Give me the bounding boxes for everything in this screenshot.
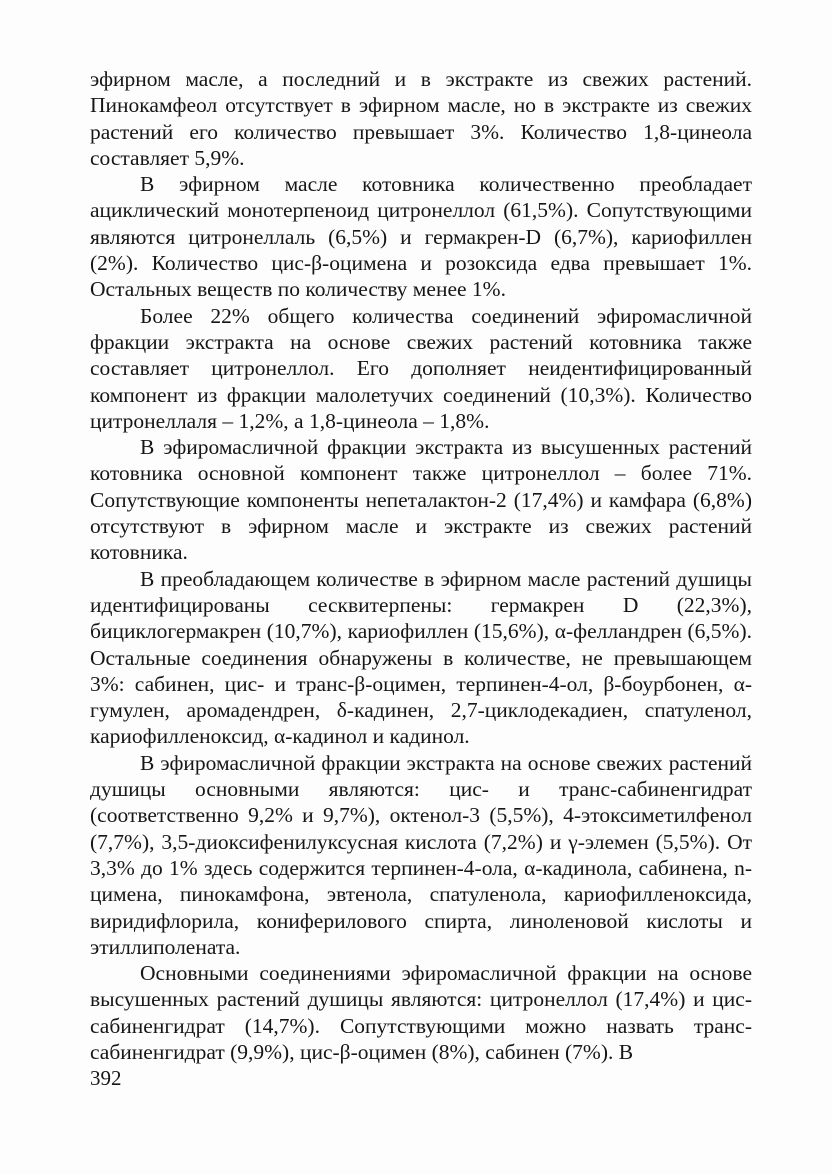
paragraph-1: эфирном масле, а последний и в экстракте из свежих растений. Пинокамфеол отсутствует в эфирном масле, но в экстракте из свежих растений его количество превышает 3%. Количество 1,8-цинеола составляет 5,9%. [90,67,752,170]
paragraph-7: Основными соединениями эфиромасличной фракции на основе высушенных растений душицы являются: цитронеллол (17,4%) и цис-сабиненгидрат (14,7%). Сопутствующими можно назвать транс-сабиненгидрат (9,9%), цис-β-оцимен (8%), сабинен (7%). В [90,961,752,1064]
paragraph-4: В эфиромасличной фракции экстракта из высушенных растений котовника основной компонент также цитронеллол – более 71%. Сопутствующие компоненты непеталактон-2 (17,4%) и камфара (6,8%) отсутствуют в эфирном масле и экстракте из свежих растений котовника. [90,435,752,565]
body-text [90,66,752,1065]
paragraph-5: В преобладающем количестве в эфирном масле растений душицы идентифицированы сесквитерпены: гермакрен D (22,3%), бициклогермакрен (10,7%), кариофиллен (15,6%), α-фелландрен (6,5%). Остальные соединения обнаружены в количестве, не превышающем 3%: сабинен, цис- и транс-β-оцимен, терпинен-4-ол, β-боурбонен, α-гумулен, аромадендрен, δ-кадинен, 2,7-циклодекадиен, спатуленол, кариофилленоксид, α-кадинол и кадинол. [90,566,752,749]
paragraph-3: Более 22% общего количества соединений эфиромасличной фракции экстракта на основе свежих растений котовника также составляет цитронеллол. Его дополняет неидентифицированный компонент из фракции малолетучих соединений (10,3%). Количество цитронеллаля – 1,2%, а 1,8-цинеола – 1,8%. [90,303,752,433]
paragraph-6: В эфиромасличной фракции экстракта на основе свежих растений душицы основными являются: цис- и транс-сабиненгидрат (соответственно 9,2% и 9,7%), октенол-3 (5,5%), 4-этоксиметилфенол (7,7%), 3,5-диоксифенилуксусная кислота (7,2%) и γ-элемен (5,5%). От 3,3% до 1% здесь содержится терпинен-4-ола, α-кадинола, сабинена, n-цимена, пинокамфона, эвтенола, спатуленола, кариофилленоксида, виридифлорила, кониферилового спирта, линоленовой кислоты и этиллиполената. [90,750,752,959]
paragraph-2: В эфирном масле котовника количественно преобладает ациклический монотерпеноид цитронеллол (61,5%). Сопутствующими являются цитронеллаль (6,5%) и гермакрен-D (6,7%), кариофиллен (2%). Количество цис-β-оцимена и розоксида едва превышает 1%. Остальных веществ по количеству менее 1%. [90,172,752,302]
page-number: 392 [90,1066,122,1090]
